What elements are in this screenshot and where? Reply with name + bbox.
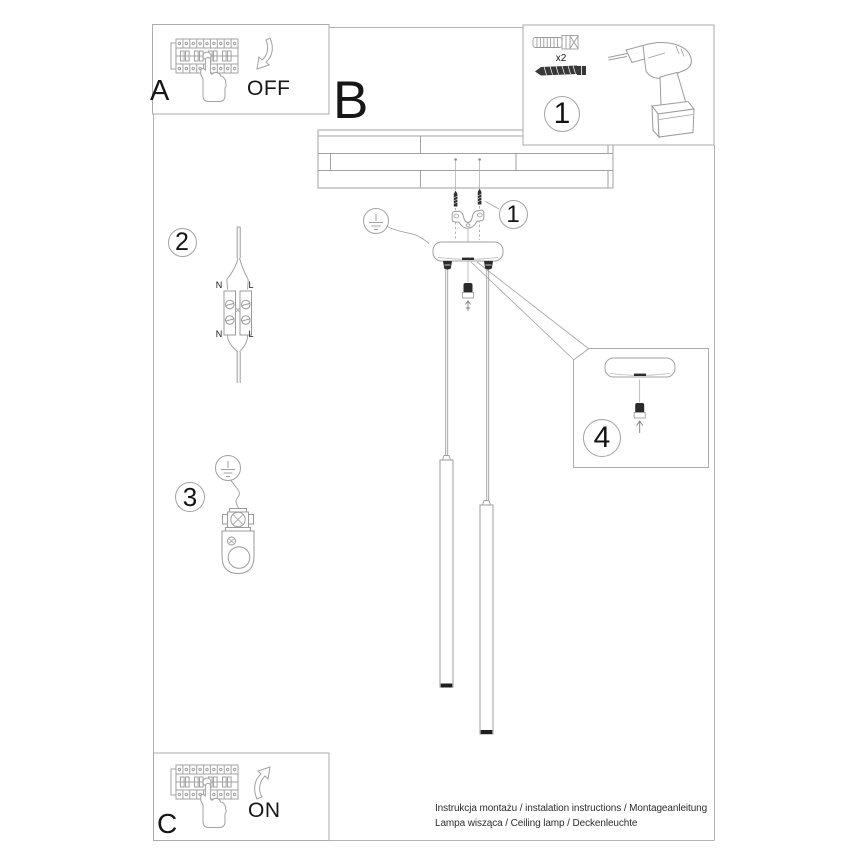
- step-number-3: 3: [175, 482, 205, 512]
- step-number-1-box: 1: [544, 96, 580, 132]
- step-label-c: C: [157, 808, 178, 839]
- footer-text: [435, 801, 707, 831]
- terminal-label-n-bottom: N: [215, 329, 223, 339]
- terminal-label-l-top: L: [248, 280, 254, 290]
- screw-icon: [535, 66, 586, 76]
- pendant-tube-right: [480, 501, 493, 735]
- mounting-bracket: [452, 210, 484, 228]
- canopy-main: [433, 242, 503, 282]
- terminal-label-n-top: N: [215, 280, 223, 290]
- callout-number-1: 1: [499, 200, 528, 229]
- footer-line-2: Lampa wisząca / Ceiling lamp / Deckenleuchte: [435, 818, 638, 829]
- screw-quantity: x2: [555, 52, 567, 64]
- breaker-off-text: OFF: [247, 77, 291, 100]
- cable-stopper-main: [463, 283, 474, 311]
- step-number-4: 4: [583, 419, 621, 457]
- ground-symbol-main: [364, 209, 430, 244]
- callout-1-leader: [486, 202, 500, 210]
- step-label-a: A: [150, 75, 170, 107]
- box-a: [153, 25, 330, 115]
- box-c: [154, 753, 330, 841]
- breaker-on-text: ON: [248, 799, 281, 822]
- pendant-tube-left: [440, 456, 453, 688]
- footer-line-1: Instrukcja montażu / instalation instructions / Montageanleitung: [435, 803, 708, 814]
- wiring-diagram: [224, 227, 252, 383]
- step-number-2: 2: [168, 228, 197, 257]
- terminal-label-l-bottom: L: [248, 329, 254, 339]
- ground-connection-diagram: [216, 456, 255, 574]
- step-label-b: B: [333, 71, 369, 130]
